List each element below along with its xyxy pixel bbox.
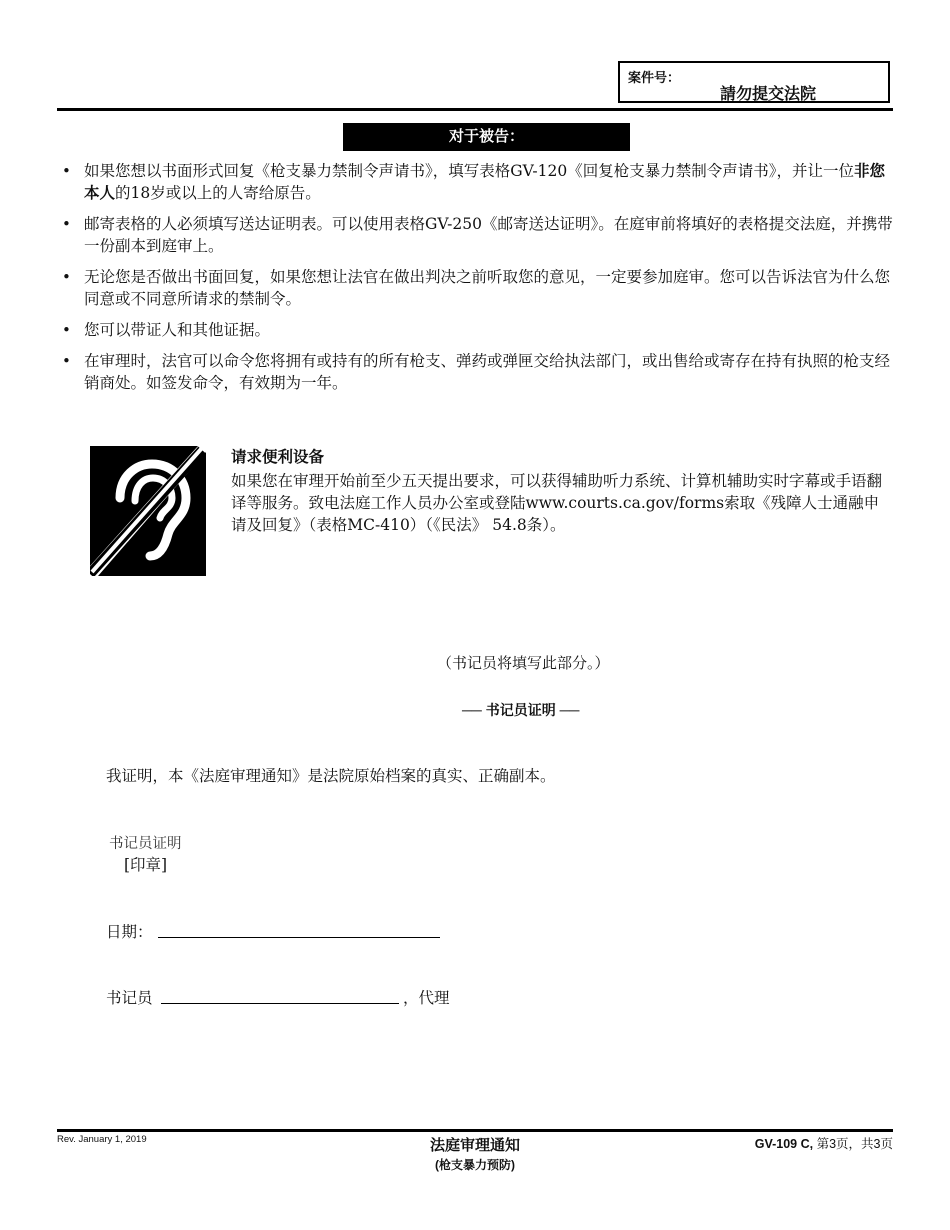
instruction-list: [62, 160, 894, 403]
form-number: GV-109 C,: [754, 1137, 814, 1151]
revision-date: Rev. January 1, 2019: [57, 1134, 147, 1145]
hearing-assistance-icon: [90, 446, 206, 576]
footer-subtitle: (枪支暴力预防): [435, 1158, 515, 1172]
deputy-label: ，代理: [403, 989, 450, 1007]
top-divider: [57, 108, 893, 111]
date-field[interactable]: [158, 937, 440, 938]
section-banner: 对于被告：: [343, 123, 630, 151]
accommodations-title: 请求便利设备: [231, 449, 325, 466]
case-number-value: 請勿提交法院: [720, 86, 817, 103]
case-number-box: [618, 61, 890, 103]
list-item: • 如果您想以书面形式回复《枪支暴力禁制令声请书》，填写表格GV-120《回复枪支暴力禁制令声请书》，并让一位非您本人的18岁或以上的人寄给原告。: [62, 160, 894, 204]
bottom-divider: [57, 1129, 893, 1132]
case-number-label: 案件号：: [628, 70, 681, 85]
clerk-certificate-heading: ── 书记员证明 ──: [462, 702, 580, 718]
clerk-label: 书记员: [106, 989, 153, 1007]
seal-placeholder: [印章]: [124, 856, 168, 874]
accommodations-body: 如果您在审理开始前至少五天提出要求，可以获得辅助听力系统、计算机辅助实时字幕或手语翻译等服务。致电法庭工作人员办公室或登陆www.courts.ca.gov/forms索取《残障人士通融申请及回复》（表格MC-410）（《民法》 54.8条）。: [231, 472, 883, 534]
page-info: 第3页，共3页: [813, 1137, 893, 1151]
clerk-note: （书记员将填写此部分。）: [437, 654, 610, 672]
list-item: • 您可以带证人和其他证据。: [62, 319, 894, 341]
bold-emphasis: 非您本人: [84, 161, 885, 202]
form-identifier: [755, 1134, 893, 1152]
footer-title: 法庭审理通知: [429, 1137, 520, 1154]
list-item: • 在审理时，法官可以命令您将拥有或持有的所有枪支、弹药或弹匣交给执法部门，或出售给或寄存在持有执照的枪支经销商处。如签发命令，有效期为一年。: [62, 350, 894, 394]
clerk-signature-field[interactable]: [161, 1003, 399, 1004]
list-item: • 邮寄表格的人必须填写送达证明表。可以使用表格GV-250《邮寄送达证明》。在庭审前将填好的表格提交法庭，并携带一份副本到庭审上。: [62, 213, 894, 257]
certification-statement: 我证明，本《法庭审理通知》是法院原始档案的真实、正确副本。: [106, 767, 556, 785]
list-item: • 无论您是否做出书面回复，如果您想让法官在做出判决之前听取您的意见，一定要参加庭审。您可以告诉法官为什么您同意或不同意所请求的禁制令。: [62, 266, 894, 310]
date-label: 日期：: [106, 923, 153, 941]
seal-label: 书记员证明: [109, 836, 182, 852]
